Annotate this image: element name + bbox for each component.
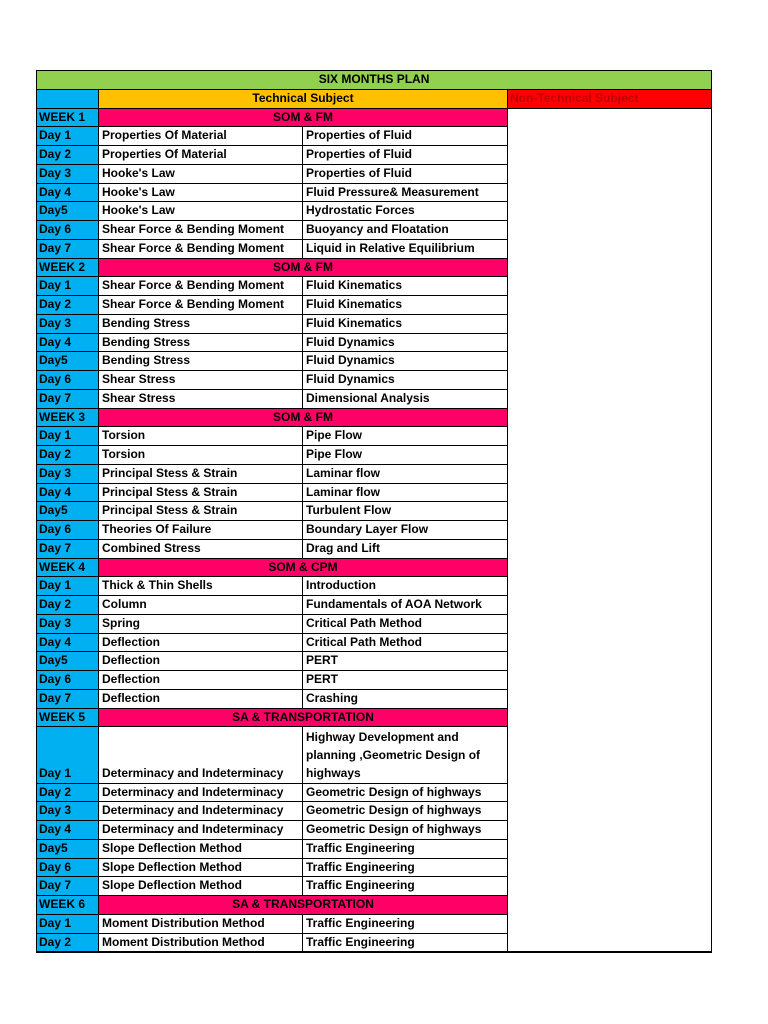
day-label: Day 1 bbox=[37, 727, 99, 783]
day-label: Day 2 bbox=[37, 296, 99, 315]
week-label: WEEK 3 bbox=[37, 408, 99, 427]
technical-topic-primary: Slope Deflection Method bbox=[99, 839, 303, 858]
technical-topic-primary: Deflection bbox=[99, 689, 303, 708]
technical-topic-secondary: Laminar flow bbox=[303, 464, 508, 483]
day-label: Day 4 bbox=[37, 483, 99, 502]
day-label: Day 6 bbox=[37, 671, 99, 690]
day-label: Day 2 bbox=[37, 783, 99, 802]
technical-topic-secondary: Drag and Lift bbox=[303, 539, 508, 558]
week-label: WEEK 5 bbox=[37, 708, 99, 727]
technical-topic-primary: Shear Force & Bending Moment bbox=[99, 221, 303, 240]
day-label: Day 2 bbox=[37, 933, 99, 952]
technical-topic-primary: Determinacy and Indeterminacy bbox=[99, 783, 303, 802]
technical-topic-primary: Slope Deflection Method bbox=[99, 858, 303, 877]
week-subjects-banner: SOM & FM bbox=[99, 258, 508, 277]
technical-topic-secondary: PERT bbox=[303, 671, 508, 690]
day-label: Day5 bbox=[37, 202, 99, 221]
technical-topic-secondary: Geometric Design of highways bbox=[303, 783, 508, 802]
technical-topic-primary: Deflection bbox=[99, 633, 303, 652]
week-subjects-banner: SOM & FM bbox=[99, 108, 508, 127]
technical-topic-secondary: Critical Path Method bbox=[303, 614, 508, 633]
technical-topic-primary: Slope Deflection Method bbox=[99, 877, 303, 896]
non-technical-subject-header: Non-Technical Subject bbox=[508, 89, 712, 108]
day-label: Day 7 bbox=[37, 239, 99, 258]
technical-topic-secondary: Traffic Engineering bbox=[303, 933, 508, 952]
technical-topic-primary: Torsion bbox=[99, 427, 303, 446]
technical-topic-primary: Bending Stress bbox=[99, 333, 303, 352]
technical-topic-primary: Shear Force & Bending Moment bbox=[99, 239, 303, 258]
technical-topic-primary: Theories Of Failure bbox=[99, 521, 303, 540]
technical-topic-secondary: Pipe Flow bbox=[303, 427, 508, 446]
day-label: Day 1 bbox=[37, 427, 99, 446]
day-label: Day 3 bbox=[37, 464, 99, 483]
technical-topic-primary: Spring bbox=[99, 614, 303, 633]
technical-topic-primary: Principal Stess & Strain bbox=[99, 464, 303, 483]
technical-topic-secondary: Fluid Kinematics bbox=[303, 277, 508, 296]
non-technical-plan-area bbox=[508, 108, 712, 952]
technical-topic-secondary: Hydrostatic Forces bbox=[303, 202, 508, 221]
technical-topic-secondary: Traffic Engineering bbox=[303, 839, 508, 858]
technical-topic-secondary: Dimensional Analysis bbox=[303, 389, 508, 408]
day-label: Day 4 bbox=[37, 633, 99, 652]
day-label: Day 7 bbox=[37, 539, 99, 558]
technical-topic-secondary: Traffic Engineering bbox=[303, 877, 508, 896]
week-label: WEEK 4 bbox=[37, 558, 99, 577]
day-label: Day 7 bbox=[37, 877, 99, 896]
day-label: Day 1 bbox=[37, 914, 99, 933]
technical-topic-primary: Properties Of Material bbox=[99, 146, 303, 165]
technical-topic-secondary: Fluid Kinematics bbox=[303, 314, 508, 333]
day-label: Day5 bbox=[37, 502, 99, 521]
week-subjects-banner: SOM & FM bbox=[99, 408, 508, 427]
day-label: Day 6 bbox=[37, 521, 99, 540]
technical-topic-secondary: Laminar flow bbox=[303, 483, 508, 502]
technical-topic-primary: Principal Stess & Strain bbox=[99, 483, 303, 502]
day-label: Day 4 bbox=[37, 333, 99, 352]
day-label: Day 4 bbox=[37, 821, 99, 840]
technical-topic-secondary: Fluid Pressure& Measurement bbox=[303, 183, 508, 202]
technical-topic-primary: Determinacy and Indeterminacy bbox=[99, 802, 303, 821]
day-label: Day 3 bbox=[37, 164, 99, 183]
day-label: Day 6 bbox=[37, 858, 99, 877]
technical-topic-primary: Principal Stess & Strain bbox=[99, 502, 303, 521]
technical-topic-secondary: Fundamentals of AOA Network bbox=[303, 596, 508, 615]
technical-topic-primary: Column bbox=[99, 596, 303, 615]
technical-topic-primary: Thick & Thin Shells bbox=[99, 577, 303, 596]
technical-topic-secondary: Crashing bbox=[303, 689, 508, 708]
technical-topic-secondary: Fluid Dynamics bbox=[303, 333, 508, 352]
week-label: WEEK 6 bbox=[37, 896, 99, 915]
technical-topic-secondary: Turbulent Flow bbox=[303, 502, 508, 521]
technical-topic-secondary: Boundary Layer Flow bbox=[303, 521, 508, 540]
day-label: Day 1 bbox=[37, 277, 99, 296]
technical-topic-primary: Deflection bbox=[99, 652, 303, 671]
technical-topic-primary: Shear Force & Bending Moment bbox=[99, 296, 303, 315]
technical-topic-primary: Bending Stress bbox=[99, 314, 303, 333]
technical-topic-primary: Properties Of Material bbox=[99, 127, 303, 146]
technical-topic-secondary: Properties of Fluid bbox=[303, 146, 508, 165]
day-label: Day 2 bbox=[37, 446, 99, 465]
technical-topic-primary: Moment Distribution Method bbox=[99, 914, 303, 933]
day-label: Day 7 bbox=[37, 689, 99, 708]
day-label: Day 6 bbox=[37, 221, 99, 240]
technical-topic-secondary: Highway Development and planning ,Geometric Design of highways bbox=[303, 727, 508, 783]
technical-topic-secondary: Geometric Design of highways bbox=[303, 821, 508, 840]
plan-body bbox=[37, 108, 712, 952]
week-subjects-banner: SOM & CPM bbox=[99, 558, 508, 577]
week-label: WEEK 2 bbox=[37, 258, 99, 277]
title-row bbox=[37, 71, 712, 90]
week-header-row bbox=[37, 108, 712, 127]
technical-topic-secondary: Traffic Engineering bbox=[303, 914, 508, 933]
day-label: Day 7 bbox=[37, 389, 99, 408]
technical-topic-primary: Hooke's Law bbox=[99, 202, 303, 221]
technical-topic-primary: Determinacy and Indeterminacy bbox=[99, 821, 303, 840]
technical-subject-header: Technical Subject bbox=[99, 89, 508, 108]
technical-topic-primary: Combined Stress bbox=[99, 539, 303, 558]
day-label: Day 2 bbox=[37, 146, 99, 165]
technical-topic-primary: Shear Force & Bending Moment bbox=[99, 277, 303, 296]
technical-topic-primary: Moment Distribution Method bbox=[99, 933, 303, 952]
technical-topic-primary: Hooke's Law bbox=[99, 183, 303, 202]
technical-topic-primary: Torsion bbox=[99, 446, 303, 465]
technical-topic-primary: Hooke's Law bbox=[99, 164, 303, 183]
technical-topic-primary: Shear Stress bbox=[99, 371, 303, 390]
technical-topic-secondary: Pipe Flow bbox=[303, 446, 508, 465]
day-label: Day 3 bbox=[37, 614, 99, 633]
technical-topic-primary: Deflection bbox=[99, 671, 303, 690]
technical-topic-secondary: Geometric Design of highways bbox=[303, 802, 508, 821]
technical-topic-secondary: Properties of Fluid bbox=[303, 164, 508, 183]
week-subjects-banner: SA & TRANSPORTATION bbox=[99, 896, 508, 915]
technical-topic-secondary: PERT bbox=[303, 652, 508, 671]
day-label: Day 3 bbox=[37, 802, 99, 821]
technical-topic-secondary: Traffic Engineering bbox=[303, 858, 508, 877]
subject-header-row bbox=[37, 89, 712, 108]
technical-topic-secondary: Fluid Dynamics bbox=[303, 352, 508, 371]
header-blank-cell bbox=[37, 89, 99, 108]
technical-topic-primary: Bending Stress bbox=[99, 352, 303, 371]
technical-topic-secondary: Fluid Kinematics bbox=[303, 296, 508, 315]
technical-topic-secondary: Liquid in Relative Equilibrium bbox=[303, 239, 508, 258]
day-label: Day 1 bbox=[37, 127, 99, 146]
day-label: Day 4 bbox=[37, 183, 99, 202]
day-label: Day5 bbox=[37, 652, 99, 671]
day-label: Day 3 bbox=[37, 314, 99, 333]
day-label: Day 6 bbox=[37, 371, 99, 390]
six-months-plan-table bbox=[36, 70, 712, 953]
technical-topic-secondary: Fluid Dynamics bbox=[303, 371, 508, 390]
technical-topic-secondary: Properties of Fluid bbox=[303, 127, 508, 146]
day-label: Day5 bbox=[37, 839, 99, 858]
plan-title: SIX MONTHS PLAN bbox=[37, 71, 712, 90]
technical-topic-secondary: Critical Path Method bbox=[303, 633, 508, 652]
technical-topic-primary: Determinacy and Indeterminacy bbox=[99, 727, 303, 783]
technical-topic-primary: Shear Stress bbox=[99, 389, 303, 408]
technical-topic-secondary: Buoyancy and Floatation bbox=[303, 221, 508, 240]
week-subjects-banner: SA & TRANSPORTATION bbox=[99, 708, 508, 727]
day-label: Day 1 bbox=[37, 577, 99, 596]
week-label: WEEK 1 bbox=[37, 108, 99, 127]
day-label: Day5 bbox=[37, 352, 99, 371]
technical-topic-secondary: Introduction bbox=[303, 577, 508, 596]
day-label: Day 2 bbox=[37, 596, 99, 615]
